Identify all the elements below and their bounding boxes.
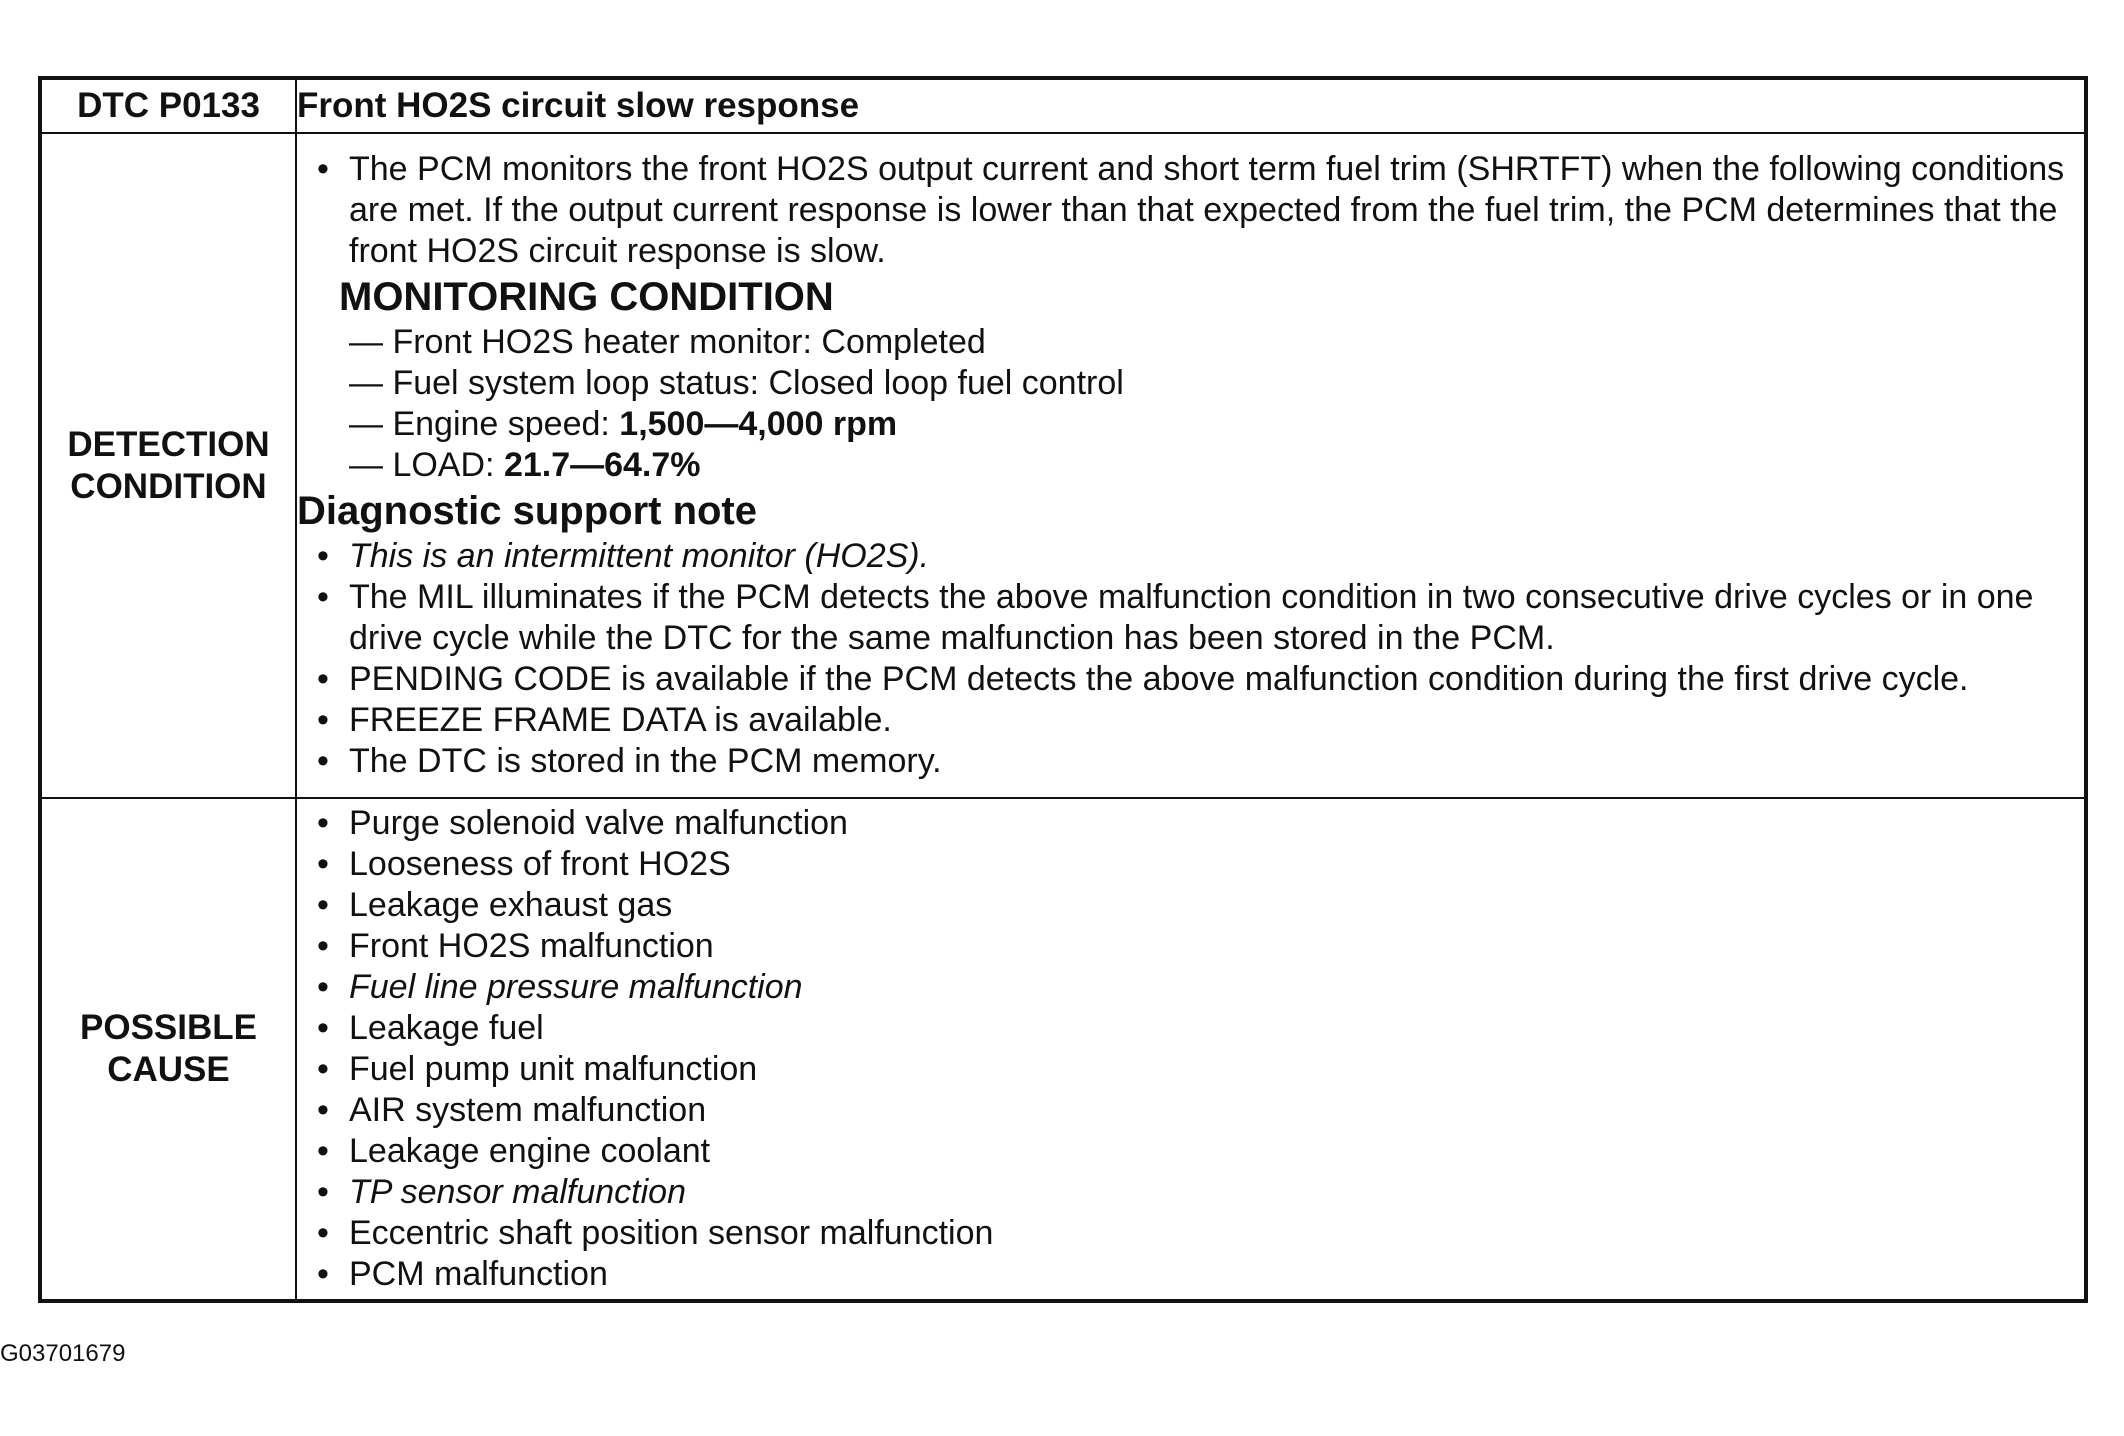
bullet-icon: • (317, 886, 329, 924)
bullet-icon: • (317, 1050, 329, 1088)
condition-engine-speed (297, 404, 2084, 445)
monitoring-condition-heading: MONITORING CONDITION (339, 275, 834, 319)
list-item (297, 1172, 2084, 1213)
bullet-icon: • (317, 701, 329, 739)
engine-speed-label: — Engine speed: (349, 405, 620, 443)
intro-text: The PCM monitors the front HO2S output current and short term fuel trim (SHRTFT) when the following conditions are met. If the output current response is lower than that expected from the fuel trim, the PCM determines that the front HO2S circuit response is slow. (349, 150, 2065, 270)
header-row (40, 78, 2086, 133)
cause-text: Fuel pump unit malfunction (349, 1050, 758, 1088)
intro-paragraph (297, 149, 2084, 272)
cause-text: Purge solenoid valve malfunction (349, 804, 848, 842)
bullet-icon: • (317, 927, 329, 965)
list-item (297, 803, 2084, 844)
bullet-icon: • (317, 968, 329, 1006)
detection-body (296, 133, 2086, 798)
cause-text: Front HO2S malfunction (349, 927, 714, 965)
list-item (297, 659, 2084, 700)
possible-cause-row (40, 798, 2086, 1301)
list-item (297, 536, 2084, 577)
list-item (297, 741, 2084, 782)
cause-text: Eccentric shaft position sensor malfunction (349, 1214, 994, 1252)
cause-text: PCM malfunction (349, 1255, 608, 1293)
engine-speed-value: 1,500—4,000 rpm (619, 405, 898, 443)
bullet-icon: • (317, 1132, 329, 1170)
list-item (297, 926, 2084, 967)
bullet-icon: • (317, 1255, 329, 1293)
bullet-icon: • (317, 1214, 329, 1252)
cause-text: Leakage exhaust gas (349, 886, 673, 924)
cause-text: Looseness of front HO2S (349, 845, 731, 883)
cause-text: Leakage fuel (349, 1009, 544, 1047)
list-item (297, 700, 2084, 741)
note-text: The MIL illuminates if the PCM detects the above malfunction condition in two consecutive drive cycles or in one drive cycle while the DTC for the same malfunction has been stored in the PCM. (349, 578, 2034, 657)
note-text: FREEZE FRAME DATA is available. (349, 701, 892, 739)
possible-cause-label (40, 798, 296, 1301)
dtc-code: DTC P0133 (40, 78, 296, 133)
bullet-icon: • (317, 742, 329, 780)
figure-code: G03701679 (0, 1340, 126, 1367)
diagnostic-note-list (297, 536, 2084, 782)
cause-text: Leakage engine coolant (349, 1132, 711, 1170)
detection-row (40, 133, 2086, 798)
detection-label-line2: CONDITION (70, 466, 267, 506)
load-label: — LOAD: (349, 446, 504, 484)
cause-list (297, 803, 2084, 1295)
list-item (297, 1008, 2084, 1049)
bullet-icon: • (317, 804, 329, 842)
note-text: The DTC is stored in the PCM memory. (349, 742, 942, 780)
bullet-icon: • (317, 1091, 329, 1129)
list-item (297, 1090, 2084, 1131)
bullet-icon: • (317, 578, 329, 616)
dtc-table (38, 76, 2088, 1303)
bullet-icon: • (317, 845, 329, 883)
detection-label (40, 133, 296, 798)
list-item (297, 1049, 2084, 1090)
dtc-title: Front HO2S circuit slow response (296, 78, 2086, 133)
list-item (297, 1131, 2084, 1172)
bullet-icon: • (317, 1009, 329, 1047)
bullet-icon: • (317, 1173, 329, 1211)
note-text: This is an intermittent monitor (HO2S). (349, 537, 930, 575)
list-item (297, 1213, 2084, 1254)
cause-text: TP sensor malfunction (349, 1173, 686, 1211)
load-value: 21.7—64.7% (503, 446, 701, 484)
list-item (297, 844, 2084, 885)
list-item (297, 885, 2084, 926)
bullet-icon: • (317, 150, 329, 188)
bullet-icon: • (317, 660, 329, 698)
list-item (297, 967, 2084, 1008)
possible-cause-body (296, 798, 2086, 1301)
list-item (297, 577, 2084, 659)
condition-heater-monitor: — Front HO2S heater monitor: Completed (349, 323, 986, 361)
condition-loop-status: — Fuel system loop status: Closed loop fuel control (349, 364, 1124, 402)
possible-cause-label-line1: POSSIBLE (80, 1008, 257, 1047)
condition-load (297, 445, 2084, 486)
note-text: PENDING CODE is available if the PCM detects the above malfunction condition during the first drive cycle. (349, 660, 1969, 698)
cause-text: Fuel line pressure malfunction (349, 968, 803, 1006)
cause-text: AIR system malfunction (349, 1091, 707, 1129)
possible-cause-label-line2: CAUSE (107, 1050, 230, 1089)
list-item (297, 1254, 2084, 1295)
bullet-icon: • (317, 537, 329, 575)
detection-label-line1: DETECTION (67, 424, 270, 464)
diagnostic-note-heading: Diagnostic support note (297, 489, 757, 533)
